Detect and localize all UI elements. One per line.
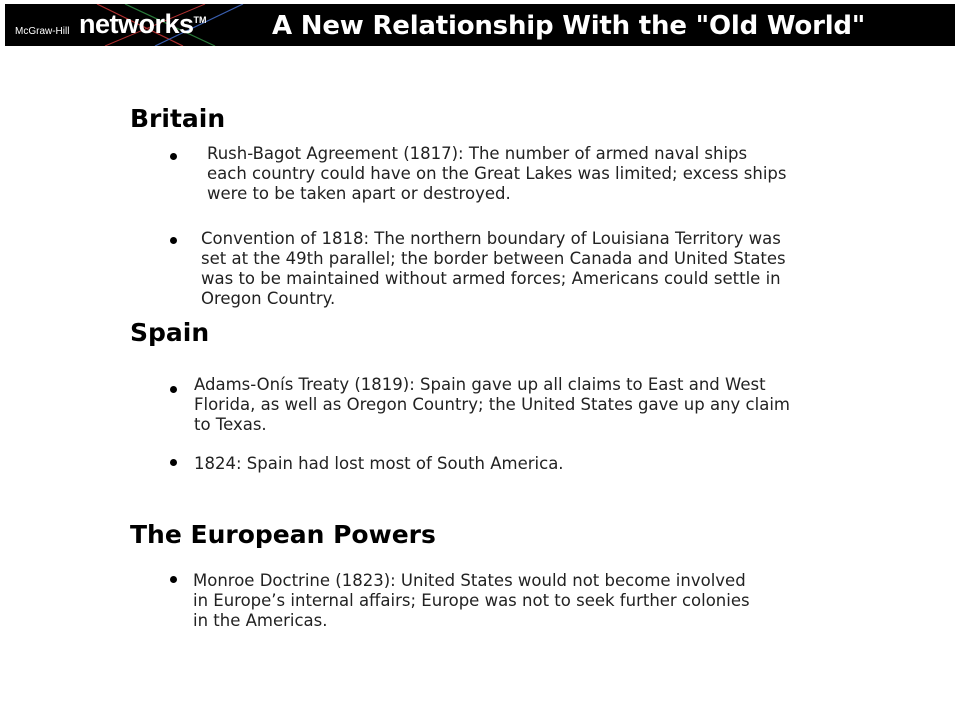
bullet-icon <box>170 459 177 466</box>
brand-name: networks <box>79 9 194 39</box>
bullet-icon <box>170 576 177 583</box>
section-heading-spain: Spain <box>130 318 210 347</box>
list-item: Adams-Onís Treaty (1819): Spain gave up all claims to East and West Florida, as well as Oregon Country; the United States gave up any claim to Texas. <box>194 375 790 434</box>
brand-small-text: McGraw-Hill <box>15 26 70 37</box>
header-bar <box>5 4 955 46</box>
networks-logo <box>5 4 260 46</box>
list-item: Monroe Doctrine (1823): United States would not become involved in Europe’s internal affairs; Europe was not to seek further colonies in the Americas. <box>193 571 750 630</box>
bullet-icon <box>170 386 177 393</box>
brand-large-text <box>79 9 207 40</box>
brand-tm: TM <box>193 15 207 25</box>
list-item: Convention of 1818: The northern boundary of Louisiana Territory was set at the 49th parallel; the border between Canada and United States was to be maintained without armed forces; Americans could settle in Oregon Country. <box>201 229 786 308</box>
section-heading-european-powers: The European Powers <box>130 520 436 549</box>
list-item: Rush-Bagot Agreement (1817): The number of armed naval ships each country could have on the Great Lakes was limited; excess ships were to be taken apart or destroyed. <box>207 144 787 203</box>
bullet-icon <box>170 237 177 244</box>
section-heading-britain: Britain <box>130 104 226 133</box>
bullet-icon <box>170 153 177 160</box>
list-item: 1824: Spain had lost most of South America. <box>194 454 564 473</box>
slide-title: A New Relationship With the "Old World" <box>272 11 866 41</box>
